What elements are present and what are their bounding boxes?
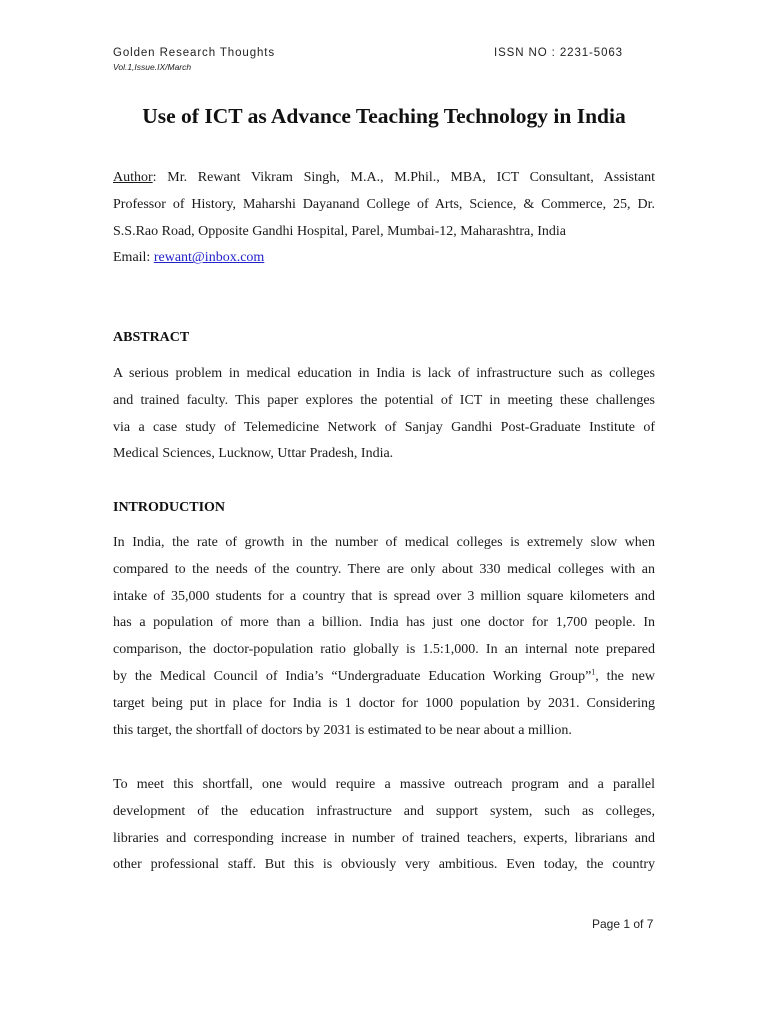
footnote-continuation: , the new [595, 668, 655, 684]
paragraph-line-with-footnote [113, 664, 655, 691]
volume-issue: Vol.1,Issue.IX/March [113, 62, 192, 72]
issn-number: ISSN NO : 2231-5063 [494, 47, 623, 59]
paragraph-line: comparison, the doctor-population ratio globally is 1.5:1,000. In an internal note prepared [113, 642, 655, 658]
author-label: Author [113, 170, 153, 185]
footnote-marker[interactable]: 1 [591, 667, 596, 677]
footnote-context: by the Medical Council of India’s “Undergraduate Education Working Group” [113, 668, 592, 684]
paragraph-line: In India, the rate of growth in the number of medical colleges is extremely slow when [113, 535, 655, 550]
author-block [113, 165, 655, 272]
email-link[interactable]: rewant@inbox.com [153, 250, 265, 266]
paragraph-line: libraries and corresponding increase in number of trained teachers, experts, librarians and [113, 830, 655, 846]
abstract-line: Medical Sciences, Lucknow, Uttar Pradesh, India. [113, 446, 394, 462]
abstract-paragraph [113, 361, 655, 468]
paragraph-line: other professional staff. But this is obviously very ambitious. Even today, the country [113, 857, 655, 873]
abstract-line: A serious problem in medical education in India is lack of infrastructure such as colleges [113, 366, 655, 381]
author-affiliation-line: Professor of History, Maharshi Dayanand College of Arts, Science, & Commerce, 25, Dr. [113, 196, 655, 212]
abstract-heading: ABSTRACT [113, 330, 190, 345]
paragraph-line: development of the education infrastructure and support system, such as colleges, [113, 803, 655, 819]
paragraph-line: target being put in place for India is 1 doctor for 1000 population by 2031. Considering [113, 695, 655, 711]
paragraph-line: To meet this shortfall, one would require a massive outreach program and a parallel [113, 777, 655, 792]
author-line [113, 165, 655, 192]
paragraph-line: has a population of more than a billion. India has just one doctor for 1,700 people. In [113, 615, 655, 631]
introduction-heading: INTRODUCTION [113, 500, 226, 515]
paragraph-line: intake of 35,000 students for a country that is spread over 3 million square kilometers and [113, 588, 655, 604]
page-number: Page 1 of 7 [592, 917, 654, 931]
journal-name: Golden Research Thoughts [113, 47, 276, 59]
paragraph-line: compared to the needs of the country. There are only about 330 medical colleges with an [113, 561, 655, 577]
paper-title: Use of ICT as Advance Teaching Technology in India [142, 104, 626, 128]
email-label: Email: [113, 250, 154, 266]
author-details: : Mr. Rewant Vikram Singh, M.A., M.Phil., MBA, ICT Consultant, Assistant [152, 170, 655, 185]
introduction-paragraph-1 [113, 530, 655, 744]
email-line [113, 245, 655, 272]
abstract-line: and trained faculty. This paper explores the potential of ICT in meeting these challenges [113, 392, 655, 408]
author-address-line: S.S.Rao Road, Opposite Gandhi Hospital, Parel, Mumbai-12, Maharashtra, India [113, 223, 566, 239]
paragraph-line: this target, the shortfall of doctors by 2031 is estimated to be near about a million. [113, 722, 572, 738]
introduction-paragraph-2 [113, 772, 655, 879]
abstract-line: via a case study of Telemedicine Network of Sanjay Gandhi Post-Graduate Institute of [113, 419, 655, 435]
